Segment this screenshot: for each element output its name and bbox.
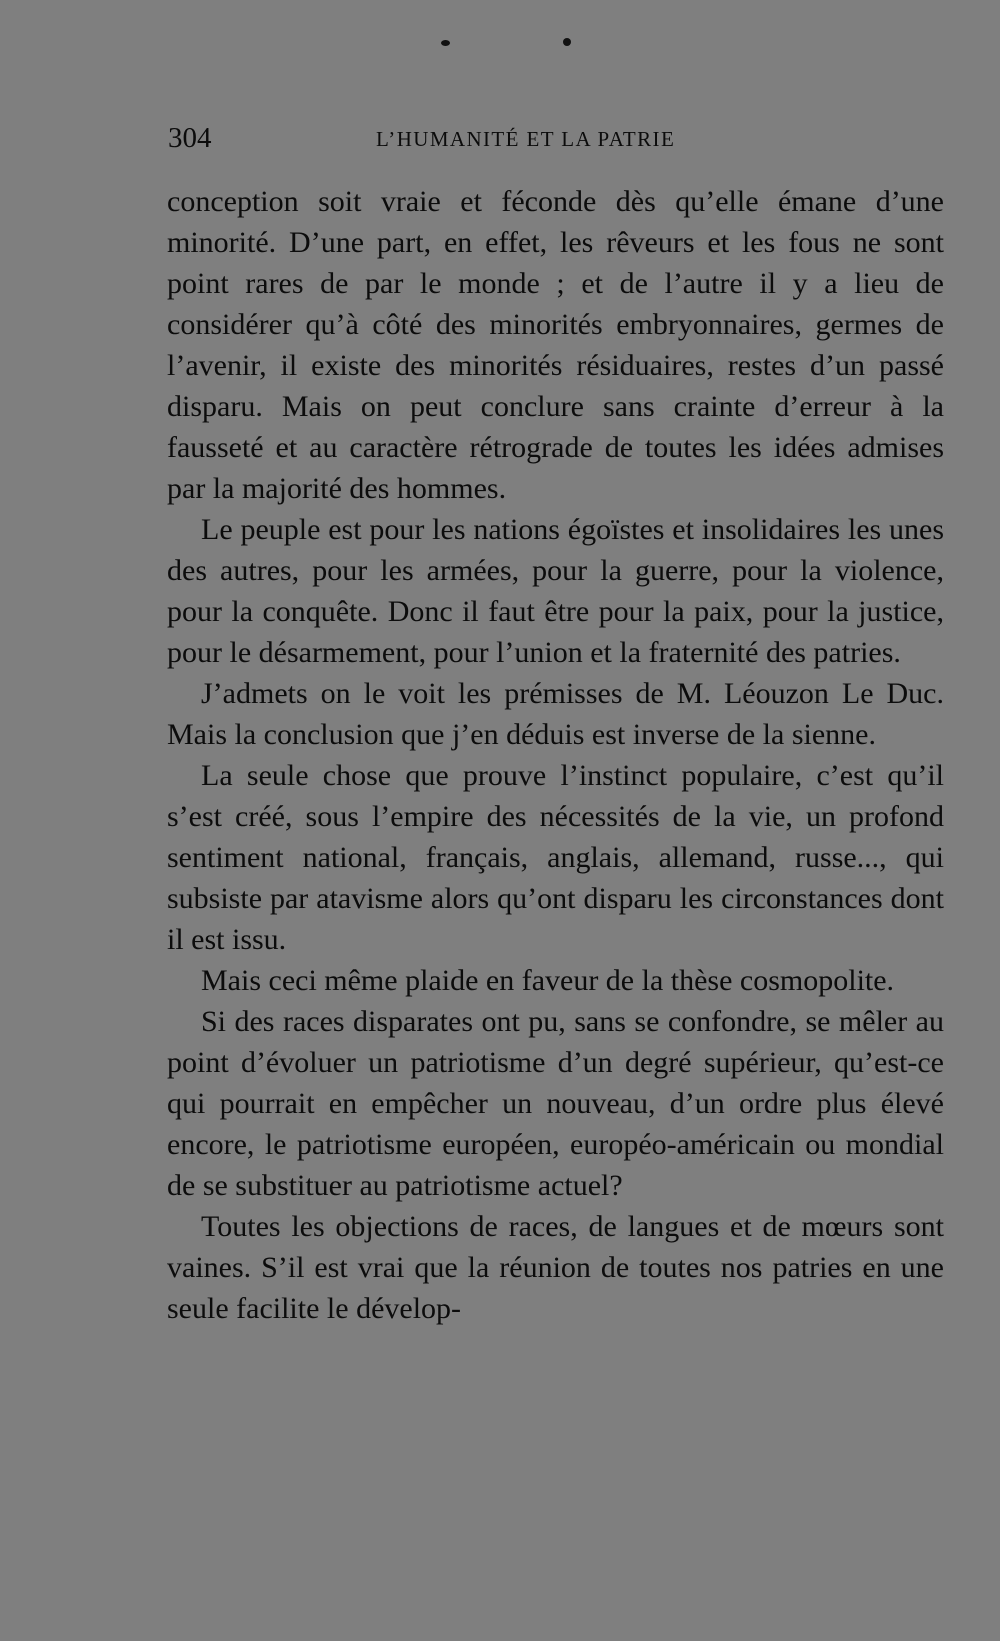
paragraph: J’admets on le voit les prémisses de M. Léouzon Le Duc. Mais la conclusion que j’en déduis est inverse de la sienne. (167, 677, 944, 751)
paragraph: conception soit vraie et féconde dès qu’elle émane d’une minorité. D’une part, en effet, les rêveurs et les fous ne sont point rares de par le monde ; et de l’autre il y a lieu de considérer qu’à côté des minorités embryonnaires, germes de l’avenir, il existe des minorités résiduaires, restes d’un passé disparu. Mais on peut conclure sans crainte d’erreur à la fausseté et au caractère rétrograde de toutes les idées admises par la majorité des hommes. (167, 185, 944, 505)
paragraph: Toutes les objections de races, de langues et de mœurs sont vaines. S’il est vrai que la réunion de toutes nos patries en une seule facilite le dévelop- (167, 1210, 944, 1325)
ink-speck (441, 40, 450, 46)
body-text (167, 181, 944, 1329)
running-title: L’HUMANITÉ ET LA PATRIE (376, 127, 676, 151)
ink-speck (563, 38, 571, 46)
page-number: 304 (168, 122, 212, 154)
paragraph: La seule chose que prouve l’instinct populaire, c’est qu’il s’est créé, sous l’empire des nécessités de la vie, un profond sentiment national, français, anglais, allemand, russe..., qui subsiste par atavisme alors qu’ont disparu les circonstances dont il est issu. (167, 759, 944, 956)
page-header (168, 122, 943, 162)
paragraph: Le peuple est pour les nations égoïstes et insolidaires les unes des autres, pour les armées, pour la guerre, pour la violence, pour la conquête. Donc il faut être pour la paix, pour la justice, pour le désarmement, pour l’union et la fraternité des patries. (167, 513, 944, 669)
paragraph: Si des races disparates ont pu, sans se confondre, se mêler au point d’évoluer un patriotisme d’un degré supérieur, qu’est-ce qui pourrait en empêcher un nouveau, d’un ordre plus élevé encore, le patriotisme européen, européo-américain ou mondial de se substituer au patriotisme actuel? (167, 1005, 944, 1202)
paragraph: Mais ceci même plaide en faveur de la thèse cosmopolite. (201, 964, 895, 997)
